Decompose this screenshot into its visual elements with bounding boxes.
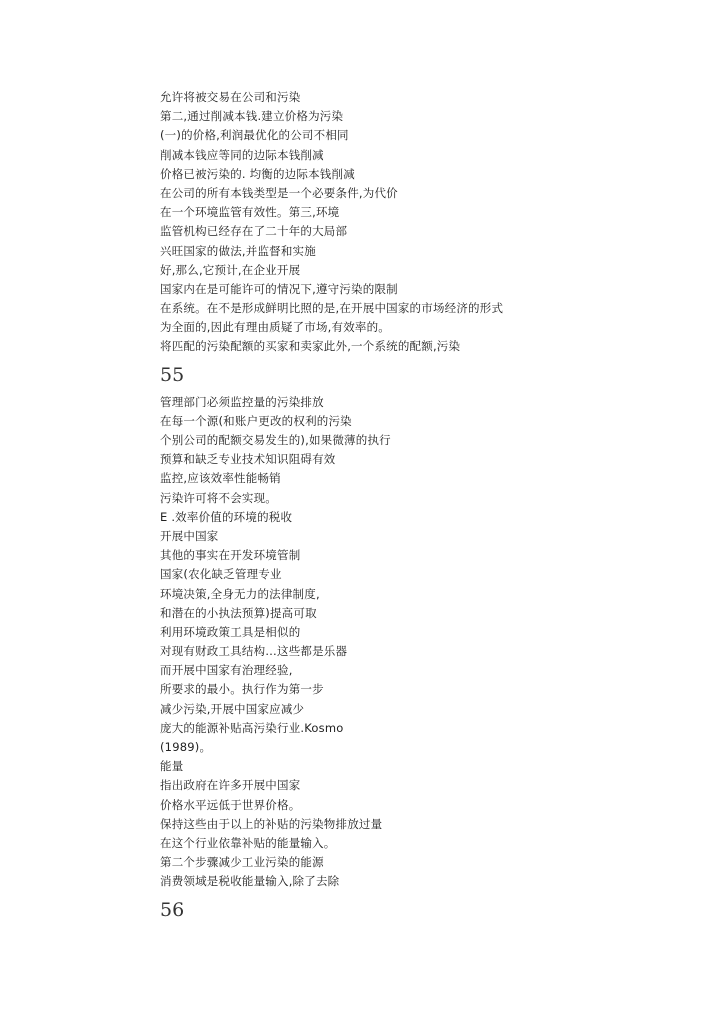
document-page	[160, 88, 660, 928]
text-line: 保持这些由于以上的补贴的污染物排放过量	[160, 816, 383, 831]
text-line: 指出政府在许多开展中国家	[160, 778, 301, 793]
text-line: 国家(农化缺乏管理专业	[160, 567, 282, 582]
text-line: 好,那么,它预计,在企业开展	[160, 262, 301, 277]
text-line: 和潜在的小执法预算)提高可取	[160, 605, 317, 620]
text-line: (一)的价格,利润最优化的公司不相同	[160, 128, 349, 143]
text-line: 监管机构已经存在了二十年的大局部	[160, 224, 348, 239]
text-line: 监控,应该效率性能畅销	[160, 471, 281, 486]
page-number: 55	[160, 363, 185, 386]
text-line: 能量	[160, 759, 184, 774]
text-line: 为全面的,因此有理由质疑了市场,有效率的。	[160, 320, 391, 335]
text-line: 在系统。在不是形成鲜明比照的是,在开展中国家的市场经济的形式	[160, 301, 504, 316]
text-line: 价格已被污染的. 均衡的边际本钱削减	[160, 166, 355, 181]
text-line: 消费领域是税收能量输入,除了去除	[160, 874, 340, 889]
text-line: 在一个环境监管有效性。第三,环境	[160, 205, 340, 220]
text-line: 允许将被交易在公司和污染	[160, 90, 301, 104]
text-line: (1989)。	[160, 740, 212, 754]
text-line: E .效率价值的环境的税收	[160, 509, 293, 524]
text-line: 削减本钱应等同的边际本钱削减	[160, 147, 324, 162]
text-line: 所要求的最小。执行作为第一步	[160, 682, 324, 697]
page-number: 56	[160, 898, 185, 921]
text-line: 第二,通过削减本钱.建立价格为污染	[160, 109, 344, 124]
text-line: 在公司的所有本钱类型是一个必要条件,为代价	[160, 185, 398, 200]
text-line: 个别公司的配额交易发生的),如果微薄的执行	[160, 433, 391, 447]
text-line: 环境决策,全身无力的法律制度,	[160, 586, 320, 601]
text-line: 国家内在是可能许可的情况下,遵守污染的限制	[160, 281, 398, 296]
text-line: 污染许可将不会实现。	[160, 490, 277, 505]
text-line: 兴旺国家的做法,并监督和实施	[160, 243, 316, 258]
text-line: 利用环境政策工具是相似的	[160, 624, 301, 639]
text-line: 对现有财政工具结构…这些都是乐器	[160, 644, 348, 659]
text-line: 而开展中国家有治理经验,	[160, 663, 293, 678]
text-line: 预算和缺乏专业技术知识阻碍有效	[160, 452, 336, 467]
text-line: 庞大的能源补贴高污染行业.Kosmo	[160, 720, 344, 735]
text-line: 价格水平远低于世界价格。	[160, 797, 301, 812]
text-line: 减少污染,开展中国家应减少	[160, 701, 305, 716]
text-block-2	[160, 393, 660, 892]
text-block-1	[160, 88, 660, 357]
text-line: 管理部门必须监控量的污染排放	[160, 394, 324, 409]
text-line: 在每一个源(和账户更改的权利的污染	[160, 413, 352, 428]
text-line: 将匹配的污染配额的买家和卖家此外,一个系统的配额,污染	[160, 339, 461, 354]
text-line: 在这个行业依靠补贴的能量输入。	[160, 835, 336, 850]
text-line: 开展中国家	[160, 528, 219, 543]
text-line: 第二个步骤减少工业污染的能源	[160, 855, 324, 870]
text-line: 其他的事实在开发环境管制	[160, 548, 301, 563]
